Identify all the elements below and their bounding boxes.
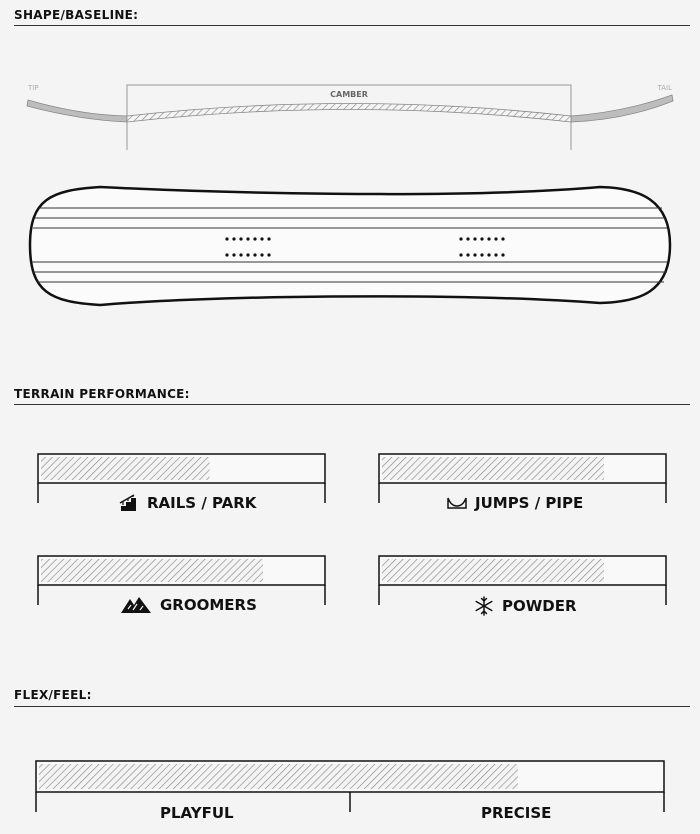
camber-label: CAMBER — [330, 90, 368, 99]
tail-label: TAIL — [657, 84, 672, 92]
bar-fill-jumps-pipe — [382, 457, 604, 480]
label-jumps-pipe — [447, 494, 583, 512]
board-top-view — [30, 187, 670, 305]
tail-rocker — [571, 95, 673, 122]
halfpipe-icon — [447, 496, 467, 510]
tip-rocker — [27, 100, 127, 122]
label-groomers — [120, 596, 257, 614]
label-text-jumps-pipe: JUMPS / PIPE — [475, 494, 584, 512]
board-outline — [30, 187, 670, 305]
flex-bar — [36, 761, 664, 812]
flex-bar-fill — [39, 764, 518, 789]
label-text-powder: POWDER — [502, 597, 577, 615]
bar-fill-rails-park — [41, 457, 210, 480]
rails-icon — [119, 494, 139, 512]
shape-section-title: SHAPE/BASELINE: — [14, 8, 139, 22]
mountain-icon — [120, 596, 152, 614]
snowflake-icon — [474, 596, 494, 616]
label-rails-park — [119, 494, 256, 512]
flex-left-label: PLAYFUL — [160, 804, 234, 822]
flex-section-title: FLEX/FEEL: — [14, 688, 92, 702]
label-text-rails-park: RAILS / PARK — [147, 494, 257, 512]
label-text-groomers: GROOMERS — [160, 596, 257, 614]
label-powder — [474, 596, 577, 616]
camber-profile — [127, 104, 571, 123]
bar-fill-powder — [382, 559, 604, 582]
bar-fill-groomers — [41, 559, 263, 582]
flex-right-label: PRECISE — [481, 804, 552, 822]
tip-label: TIP — [28, 84, 39, 92]
terrain-section-title: TERRAIN PERFORMANCE: — [14, 387, 190, 401]
